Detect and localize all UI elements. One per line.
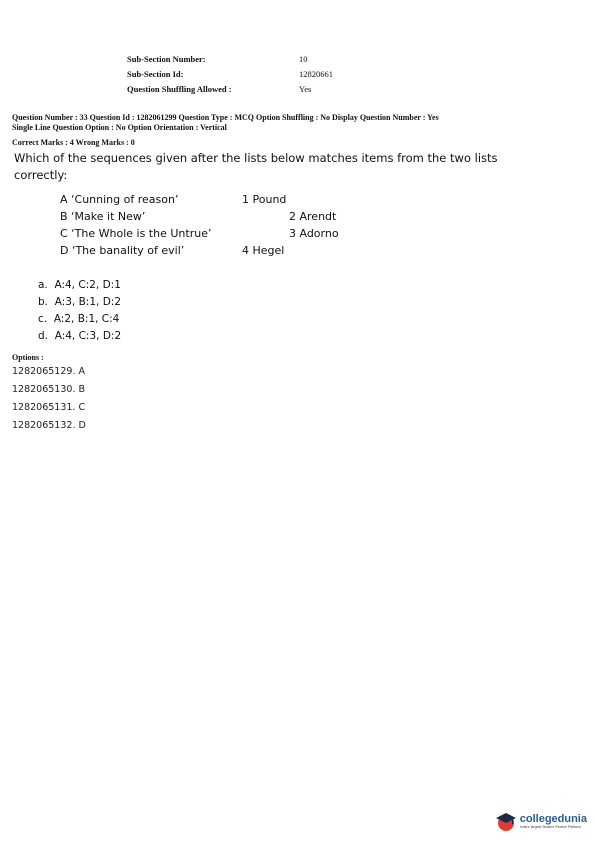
choice-letter: c. [38,313,48,325]
question-meta-line2: Single Line Question Option : No Option Orientation : Vertical [12,123,227,132]
choice-letter: d. [38,330,49,342]
logo-tagline: India's largest Student Review Platform [519,825,581,829]
question-text-line2: correctly: [14,168,68,182]
question-text-line1: Which of the sequences given after the lists below matches items from the two lists [14,151,498,165]
question-shuffling-label: Question Shuffling Allowed : [127,84,232,94]
choice-b [38,296,121,308]
subsection-id-value: 12820661 [299,69,333,79]
marks-line: Correct Marks : 4 Wrong Marks : 0 [12,138,135,147]
option-id: 1282065129. A [12,366,85,377]
choice-a [38,279,121,291]
option-id: 1282065130. B [12,384,85,395]
choice-c [38,313,119,325]
list-b-item: 2 Arendt [289,210,337,223]
list-a-item: C ‘The Whole is the Untrue’ [60,227,212,240]
list-b-item: 4 Hegel [242,244,285,257]
list-b-item: 1 Pound [242,193,287,206]
option-id: 1282065132. D [12,420,86,431]
option-id: 1282065131. C [12,402,86,413]
list-b-item: 3 Adorno [289,227,339,240]
choice-d [38,330,121,342]
graduation-cap-icon [495,810,517,832]
question-meta-line1: Question Number : 33 Question Id : 1282061299 Question Type : MCQ Option Shuffling : No Display Question Number : Yes [12,113,439,122]
subsection-number-label: Sub-Section Number: [127,54,206,64]
subsection-number-value: 10 [299,54,308,64]
question-shuffling-value: Yes [299,84,312,94]
choice-text: A:3, B:1, D:2 [54,296,121,308]
subsection-id-label: Sub-Section Id: [127,69,184,79]
logo-name: collegedunia [519,813,587,825]
choice-letter: a. [38,279,48,291]
list-a-item: D ‘The banality of evil’ [60,244,185,257]
collegedunia-logo [495,810,587,832]
choice-text: A:2, B:1, C:4 [53,313,120,325]
list-a-item: B ‘Make it New’ [60,210,146,223]
choice-text: A:4, C:3, D:2 [54,330,122,342]
list-a-item: A ‘Cunning of reason’ [60,193,179,206]
choice-text: A:4, C:2, D:1 [54,279,121,291]
options-label: Options : [12,353,44,362]
choice-letter: b. [38,296,49,308]
